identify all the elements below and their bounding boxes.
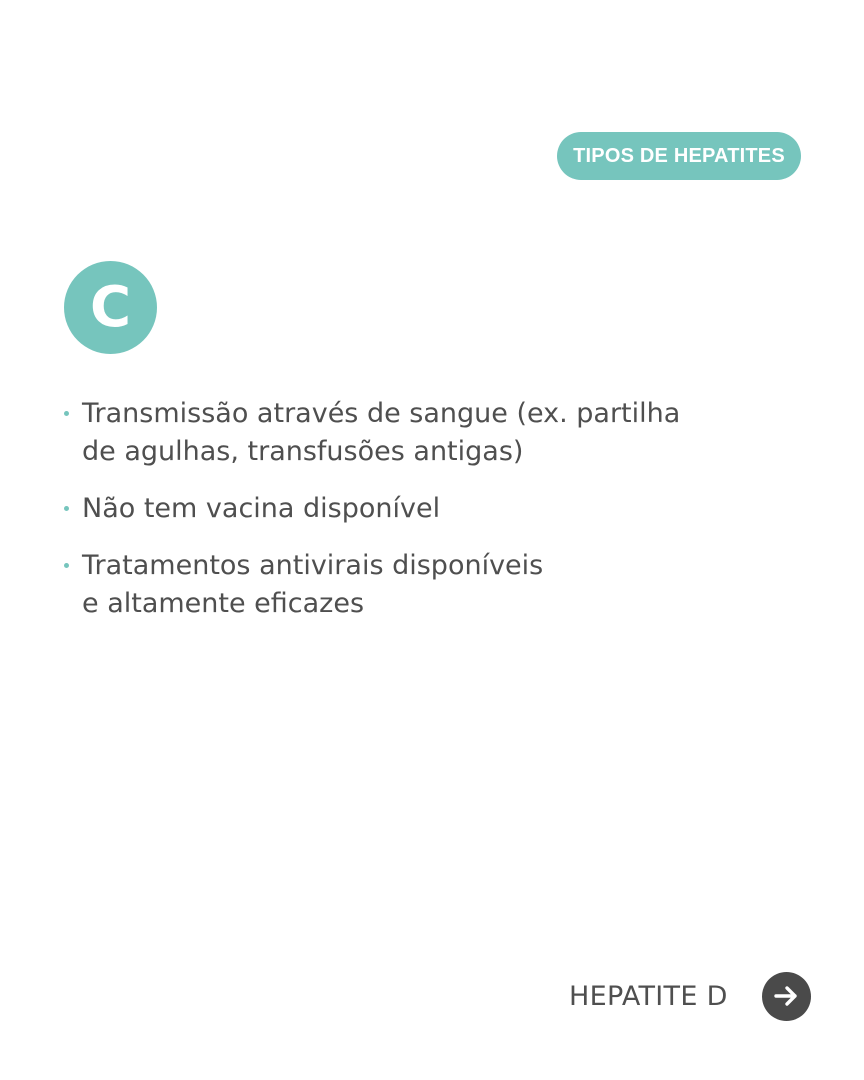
list-item bbox=[62, 490, 762, 528]
list-item bbox=[62, 395, 762, 471]
facts-list bbox=[62, 395, 762, 642]
bullet-dot bbox=[64, 563, 69, 568]
fact-text: Tratamentos antivirais disponíveis e altamente eficazes bbox=[82, 550, 544, 619]
list-item bbox=[62, 547, 762, 623]
category-badge[interactable]: TIPOS DE HEPATITES bbox=[557, 132, 801, 180]
next-page-label[interactable]: HEPATITE D bbox=[569, 980, 728, 1012]
type-letter-circle bbox=[64, 261, 157, 354]
bullet-dot bbox=[64, 506, 69, 511]
type-letter: C bbox=[89, 274, 132, 340]
bullet-dot bbox=[64, 411, 69, 416]
fact-text: Não tem vacina disponível bbox=[82, 493, 441, 524]
next-page-link[interactable] bbox=[560, 970, 811, 1022]
arrow-right-icon[interactable] bbox=[762, 972, 811, 1021]
fact-text: Transmissão através de sangue (ex. partilha de agulhas, transfusões antigas) bbox=[82, 398, 681, 467]
